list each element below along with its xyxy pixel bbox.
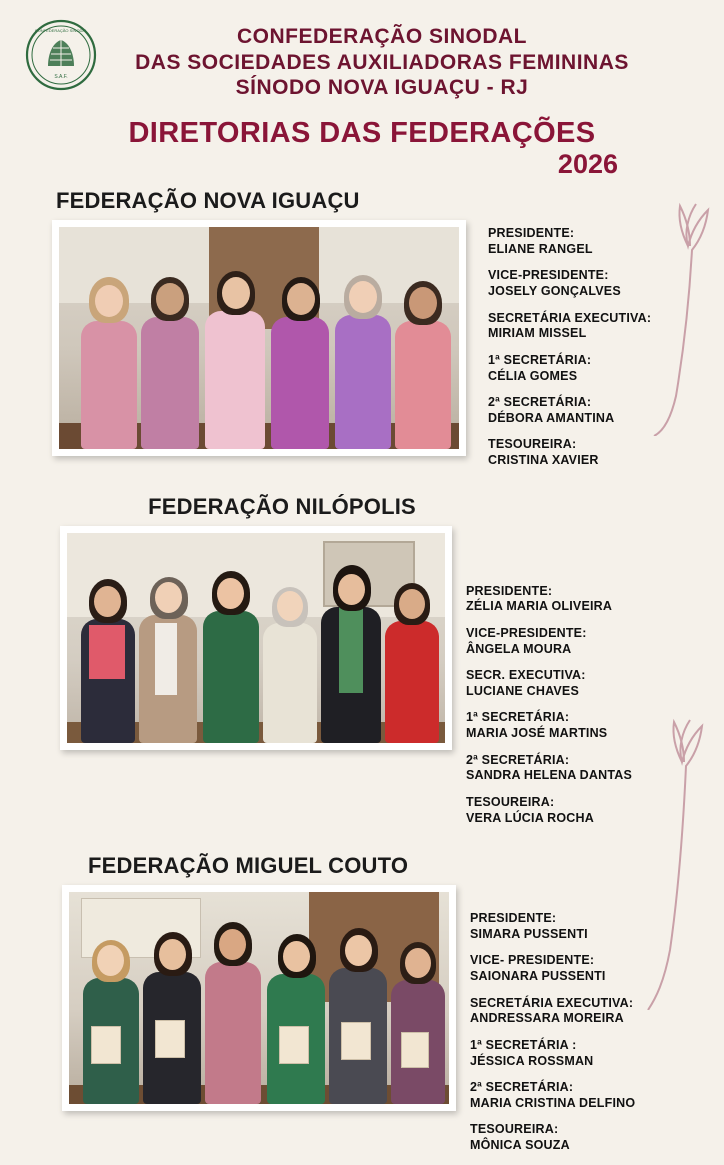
document-header (0, 0, 724, 178)
role-item (470, 1038, 635, 1069)
role-label: 2ª SECRETÁRIA: (470, 1080, 574, 1095)
role-name: SIMARA PUSSENTI (470, 926, 588, 941)
role-label: 1ª SECRETÁRIA: (488, 352, 592, 367)
role-label: VICE- PRESIDENTE: (470, 953, 595, 968)
role-item (488, 353, 651, 384)
role-name: JOSELY GONÇALVES (488, 284, 621, 299)
role-name: SANDRA HELENA DANTAS (466, 768, 633, 783)
role-name: MARIA JOSÉ MARTINS (466, 726, 608, 741)
role-name: ÂNGELA MOURA (466, 641, 572, 656)
role-item (466, 795, 632, 826)
role-item (466, 626, 632, 657)
role-label: VICE-PRESIDENTE: (466, 625, 587, 640)
org-title-line-1: CONFEDERAÇÃO SINODAL (236, 25, 527, 48)
role-label: SECRETÁRIA EXECUTIVA: (488, 310, 652, 325)
svg-text:S.A.F.: S.A.F. (54, 74, 68, 80)
org-title-line-2: DAS SOCIEDADES AUXILIADORAS FEMININAS (135, 50, 629, 74)
role-item (488, 311, 651, 342)
organization-logo (24, 18, 98, 92)
role-label: 2ª SECRETÁRIA: (466, 752, 570, 767)
role-item (488, 395, 651, 426)
section-title: FEDERAÇÃO NOVA IGUAÇU (56, 188, 360, 214)
year-label: 2026 (557, 148, 618, 179)
role-label: 1ª SECRETÁRIA : (470, 1037, 577, 1052)
role-name: MARIA CRISTINA DELFINO (470, 1095, 636, 1110)
role-label: PRESIDENTE: (488, 226, 575, 241)
svg-text:CONFEDERAÇÃO SINODAL: CONFEDERAÇÃO SINODAL (34, 28, 88, 33)
role-name: SAIONARA PUSSENTI (470, 969, 606, 984)
roles-list (466, 584, 632, 838)
federacao-miguel-couto-photo (69, 892, 449, 1104)
section-title: FEDERAÇÃO NILÓPOLIS (148, 493, 416, 519)
federacao-nilopolis-photo (67, 533, 445, 743)
org-title-line-3: SÍNODO NOVA IGUAÇU - RJ (235, 76, 529, 100)
role-label: 1ª SECRETÁRIA: (466, 710, 570, 725)
photo-frame (62, 885, 456, 1111)
role-name: MIRIAM MISSEL (488, 326, 587, 341)
role-name: MÔNICA SOUZA (470, 1138, 570, 1153)
page-title: DIRETORIAS DAS FEDERAÇÕES (128, 116, 596, 149)
role-item (466, 753, 632, 784)
section-federacao-nilopolis (0, 494, 724, 838)
role-item (470, 1122, 635, 1153)
role-name: DÉBORA AMANTINA (488, 410, 615, 425)
photo-frame (60, 526, 452, 750)
federacao-nova-iguacu-photo (59, 227, 459, 449)
role-label: VICE-PRESIDENTE: (488, 268, 609, 283)
role-label: SECR. EXECUTIVA: (466, 668, 586, 683)
role-label: PRESIDENTE: (470, 911, 557, 926)
role-name: ZÉLIA MARIA OLIVEIRA (466, 599, 613, 614)
role-name: CÉLIA GOMES (488, 368, 578, 383)
role-name: CRISTINA XAVIER (488, 453, 599, 468)
role-name: LUCIANE CHAVES (466, 683, 579, 698)
roles-list (488, 226, 651, 480)
organization-title (60, 24, 704, 101)
role-item (470, 1080, 635, 1111)
role-item (470, 996, 635, 1027)
role-item (488, 437, 651, 468)
role-label: TESOUREIRA: (470, 1122, 559, 1137)
section-federacao-miguel-couto (0, 853, 724, 1165)
roles-list (470, 911, 635, 1165)
role-item (470, 953, 635, 984)
role-item (466, 668, 632, 699)
role-item (466, 584, 632, 615)
section-federacao-nova-iguacu (0, 188, 724, 480)
role-label: SECRETÁRIA EXECUTIVA: (470, 995, 634, 1010)
role-label: PRESIDENTE: (466, 583, 553, 598)
role-name: JÉSSICA ROSSMAN (470, 1053, 594, 1068)
role-item (470, 911, 635, 942)
role-label: 2ª SECRETÁRIA: (488, 395, 592, 410)
role-name: ELIANE RANGEL (488, 241, 593, 256)
photo-frame (52, 220, 466, 456)
role-item (488, 268, 651, 299)
role-name: ANDRESSARA MOREIRA (470, 1011, 624, 1026)
role-item (466, 710, 632, 741)
role-label: TESOUREIRA: (488, 437, 577, 452)
section-title: FEDERAÇÃO MIGUEL COUTO (88, 853, 409, 879)
role-item (488, 226, 651, 257)
role-name: VERA LÚCIA ROCHA (466, 810, 594, 825)
role-label: TESOUREIRA: (466, 794, 555, 809)
